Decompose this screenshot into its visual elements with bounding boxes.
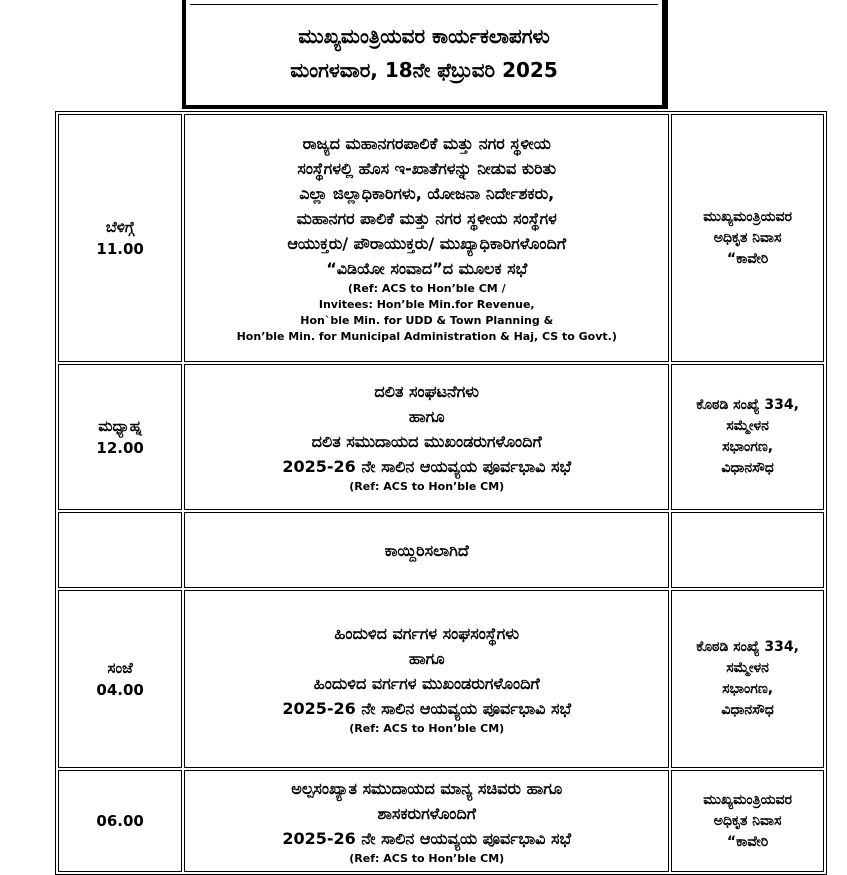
venue-cell: [671, 590, 824, 768]
venue-cell: [671, 114, 824, 362]
reference-line: (Ref: ACS to Hon’ble CM /: [347, 282, 506, 295]
event-line: ದಲಿತ ಸಮುದಾಯದ ಮುಖಂಡರುಗಳೊಂದಿಗೆ: [311, 432, 542, 451]
time-cell: [58, 512, 182, 588]
event-line: ಹಿಂದುಳಿದ ವರ್ಗಗಳ ಸಂಘಸಂಸ್ಥೆಗಳು: [334, 624, 520, 643]
schedule-table: [55, 111, 827, 875]
venue-line: ಕೊಠಡಿ ಸಂಖ್ಯೆ 334,: [696, 639, 799, 655]
event-line: ಹಾಗೂ: [408, 649, 445, 668]
venue-line: ಅಧಿಕೃತ ನಿವಾಸ: [713, 229, 782, 246]
table-row: [58, 114, 824, 362]
event-line: ಮಹಾನಗರ ಪಾಲಿಕೆ ಮತ್ತು ನಗರ ಸ್ಥಳೀಯ ಸಂಸ್ಥೆಗಳ: [296, 209, 557, 228]
event-line: ಶಾಸಕರುಗಳೊಂದಿಗೆ: [377, 803, 477, 823]
time-cell: [58, 114, 182, 362]
venue-cell: [671, 512, 824, 588]
time-label: ಸಂಜೆ: [107, 659, 133, 677]
event-cell: [184, 364, 669, 510]
venue-line: ಮುಖ್ಯಮಂತ್ರಿಯವರ: [703, 208, 792, 225]
event-cell: [184, 770, 669, 872]
reference-line: (Ref: ACS to Hon’ble CM): [349, 851, 505, 865]
event-cell: [184, 114, 669, 362]
event-cell: [184, 512, 669, 588]
venue-cell: [671, 364, 824, 510]
event-line: ಎಲ್ಲಾ ಜಿಲ್ಲಾಧಿಕಾರಿಗಳು, ಯೋಜನಾ ನಿರ್ದೇಶಕರು,: [299, 184, 555, 203]
venue-line: ಕೊಠಡಿ ಸಂಖ್ಯೆ 334,: [696, 397, 799, 413]
time-label: ಮಧ್ಯಾಹ್ನ: [98, 417, 143, 435]
reference-line: Hon’ble Min. for Municipal Administration & Haj, CS to Govt.): [236, 330, 617, 343]
venue-line: “ಕಾವೇರಿ: [726, 833, 769, 850]
event-line: 2025-26 ನೇ ಸಾಲಿನ ಆಯವ್ಯಯ ಪೂರ್ವಭಾವಿ ಸಭೆ: [282, 828, 572, 848]
table-row: [58, 364, 824, 510]
reference-line: Hon`ble Min. for UDD & Town Planning &: [300, 314, 554, 327]
schedule-date: ಮಂಗಳವಾರ, 18ನೇ ಫೆಬ್ರುವರಿ 2025: [290, 57, 558, 82]
venue-line: “ಕಾವೇರಿ: [726, 250, 769, 267]
venue-line: ಸಮ್ಮೇಳನ: [726, 418, 769, 434]
event-line: ಹಾಗೂ: [408, 407, 445, 426]
venue-line: ವಿಧಾನಸೌಧ: [721, 702, 774, 718]
table-row: [58, 590, 824, 768]
venue-cell: [671, 770, 824, 872]
event-line: ಆಯುಕ್ತರು/ ಪೌರಾಯುಕ್ತರು/ ಮುಖ್ಯಾಧಿಕಾರಿಗಳೊಂದಿಗೆ: [287, 234, 567, 253]
venue-line: ಸಭಾಂಗಣ,: [722, 439, 774, 455]
time-cell: [58, 770, 182, 872]
reference-line: (Ref: ACS to Hon’ble CM): [349, 480, 505, 493]
venue-line: ಅಧಿಕೃತ ನಿವಾಸ: [713, 812, 782, 829]
event-line: 2025-26 ನೇ ಸಾಲಿನ ಆಯವ್ಯಯ ಪೂರ್ವಭಾವಿ ಸಭೆ: [282, 699, 572, 718]
table-row: [58, 770, 824, 872]
venue-line: ಮುಖ್ಯಮಂತ್ರಿಯವರ: [703, 791, 792, 808]
reserved-label: ಕಾಯ್ದಿರಿಸಲಾಗಿದೆ: [384, 540, 469, 560]
time-value: 06.00: [96, 812, 144, 830]
time-value: 12.00: [96, 439, 144, 457]
time-cell: [58, 590, 182, 768]
venue-line: ಸಭಾಂಗಣ,: [722, 681, 774, 697]
time-value: 04.00: [96, 681, 144, 699]
reference-line: Invitees: Hon’ble Min.for Revenue,: [318, 298, 535, 311]
table-row: [58, 512, 824, 588]
event-line: ಸಂಸ್ಥೆಗಳಲ್ಲಿ ಹೊಸ ಇ-ಖಾತೆಗಳನ್ನು ನೀಡುವ ಕುರಿತು: [297, 159, 557, 178]
venue-line: ಸಮ್ಮೇಳನ: [726, 660, 769, 676]
venue-line: ವಿಧಾನಸೌಧ: [721, 460, 774, 476]
event-line: ದಲಿತ ಸಂಘಟನೆಗಳು: [374, 382, 480, 401]
event-line: ಅಲ್ಪಸಂಖ್ಯಾತ ಸಮುದಾಯದ ಮಾನ್ಯ ಸಚಿವರು ಹಾಗೂ: [291, 778, 563, 798]
event-line: ರಾಜ್ಯದ ಮಹಾನಗರಪಾಲಿಕೆ ಮತ್ತು ನಗರ ಸ್ಥಳೀಯ: [302, 134, 551, 153]
event-line: ಹಿಂದುಳಿದ ವರ್ಗಗಳ ಮುಖಂಡರುಗಳೊಂದಿಗೆ: [313, 674, 540, 693]
event-line: “ವಿಡಿಯೋ ಸಂವಾದ”ದ ಮೂಲಕ ಸಭೆ: [326, 259, 528, 278]
reference-line: (Ref: ACS to Hon’ble CM): [349, 722, 505, 735]
time-cell: [58, 364, 182, 510]
schedule-header: [182, 0, 666, 109]
time-label: ಬೆಳಿಗ್ಗೆ: [105, 218, 135, 236]
time-value: 11.00: [96, 240, 144, 258]
page-title: ಮುಖ್ಯಮಂತ್ರಿಯವರ ಕಾರ್ಯಕಲಾಪಗಳು: [298, 23, 550, 48]
event-line: 2025-26 ನೇ ಸಾಲಿನ ಆಯವ್ಯಯ ಪೂರ್ವಭಾವಿ ಸಭೆ: [282, 457, 572, 476]
event-cell: [184, 590, 669, 768]
header-divider: [666, 0, 668, 109]
